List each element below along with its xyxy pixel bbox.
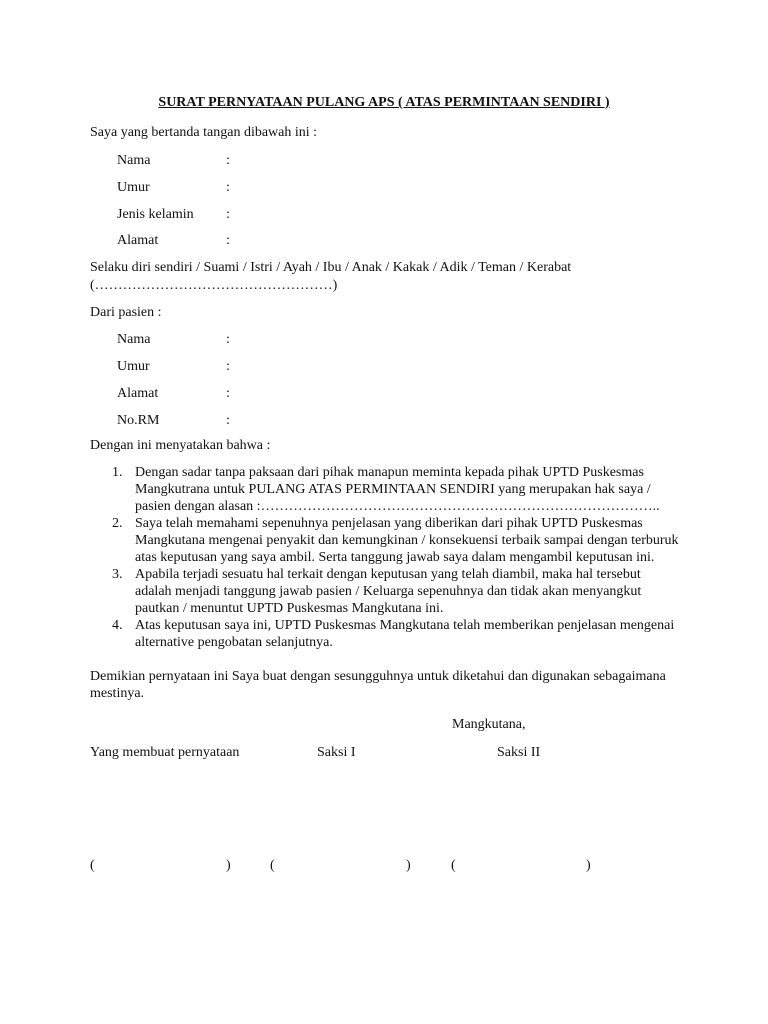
patient-address-label: Alamat (117, 386, 159, 401)
patient-rm-label: No.RM (117, 413, 160, 428)
statement-item (90, 464, 680, 515)
witness1-name-open-paren: ( (270, 858, 275, 873)
patient-rm-colon: : (226, 413, 230, 428)
patient-address-colon: : (226, 386, 230, 401)
document-title: SURAT PERNYATAAN PULANG APS ( ATAS PERMINTAAN SENDIRI ) (158, 95, 610, 110)
patient-age-label: Umur (117, 359, 150, 374)
maker-name-open-paren: ( (90, 858, 95, 873)
statement-heading: Dengan ini menyatakan bahwa : (90, 438, 271, 453)
maker-signature-label: Yang membuat pernyataan (90, 745, 240, 760)
witness2-name-close-paren: ) (586, 858, 591, 873)
patient-age-colon: : (226, 359, 230, 374)
maker-name-close-paren: ) (226, 858, 231, 873)
statement-item (90, 617, 680, 651)
patient-name-colon: : (226, 332, 230, 347)
statement-number: 4. (112, 618, 123, 633)
signer-gender-label: Jenis kelamin (117, 207, 194, 222)
statement-text: Atas keputusan saya ini, UPTD Puskesmas Mangkutana telah memberikan penjelasan mengenai alternative pengobatan selanjutnya. (135, 618, 675, 650)
statement-number: 2. (112, 516, 123, 531)
statement-text: Saya telah memahami sepenuhnya penjelasan yang diberikan dari pihak UPTD Puskesmas Mangkutana mengenai penyakit dan kemungkinan / konsekuensi terbaik sampai dengan terburuk atas keputusan yang saya ambil. Serta tanggung jawab saya dalam mengambil keputusan ini. (135, 516, 679, 565)
place-label: Mangkutana, (452, 717, 526, 732)
signer-gender-colon: : (226, 207, 230, 222)
statement-item (90, 566, 680, 617)
signer-address-colon: : (226, 233, 230, 248)
relation-line: Selaku diri sendiri / Suami / Istri / Ayah / Ibu / Anak / Kakak / Adik / Teman / Kerabat (90, 260, 572, 275)
statement-item (90, 515, 680, 566)
signer-name-label: Nama (117, 153, 151, 168)
patient-name-label: Nama (117, 332, 151, 347)
statement-number: 3. (112, 567, 123, 582)
witness2-signature-label: Saksi II (497, 745, 541, 760)
signer-address-label: Alamat (117, 233, 159, 248)
witness1-signature-label: Saksi I (317, 745, 356, 760)
relation-blank: (……………………………………………) (90, 278, 338, 293)
intro-text: Saya yang bertanda tangan dibawah ini : (90, 125, 318, 140)
statement-text: Apabila terjadi sesuatu hal terkait dengan keputusan yang telah diambil, maka hal tersebut adalah menjadi tanggung jawab pasien / Keluarga sepenuhnya dan tidak akan menyangkut pautkan / menuntut UPTD Puskesmas Mangkutana ini. (135, 567, 642, 616)
statement-list (90, 464, 680, 651)
witness1-name-close-paren: ) (406, 858, 411, 873)
witness2-name-open-paren: ( (451, 858, 456, 873)
closing-paragraph: Demikian pernyataan ini Saya buat dengan sesungguhnya untuk diketahui dan digunakan sebagaimana mestinya. (90, 669, 666, 701)
patient-heading: Dari pasien : (90, 305, 162, 320)
statement-number: 1. (112, 465, 123, 480)
signer-age-label: Umur (117, 180, 150, 195)
signer-age-colon: : (226, 180, 230, 195)
statement-text: Dengan sadar tanpa paksaan dari pihak manapun meminta kepada pihak UPTD Puskesmas Mangkutrana untuk PULANG ATAS PERMINTAAN SENDIRI yang merupakan hak saya / pasien dengan alasan :………………………………………………………………………….. (135, 465, 660, 514)
signer-name-colon: : (226, 153, 230, 168)
